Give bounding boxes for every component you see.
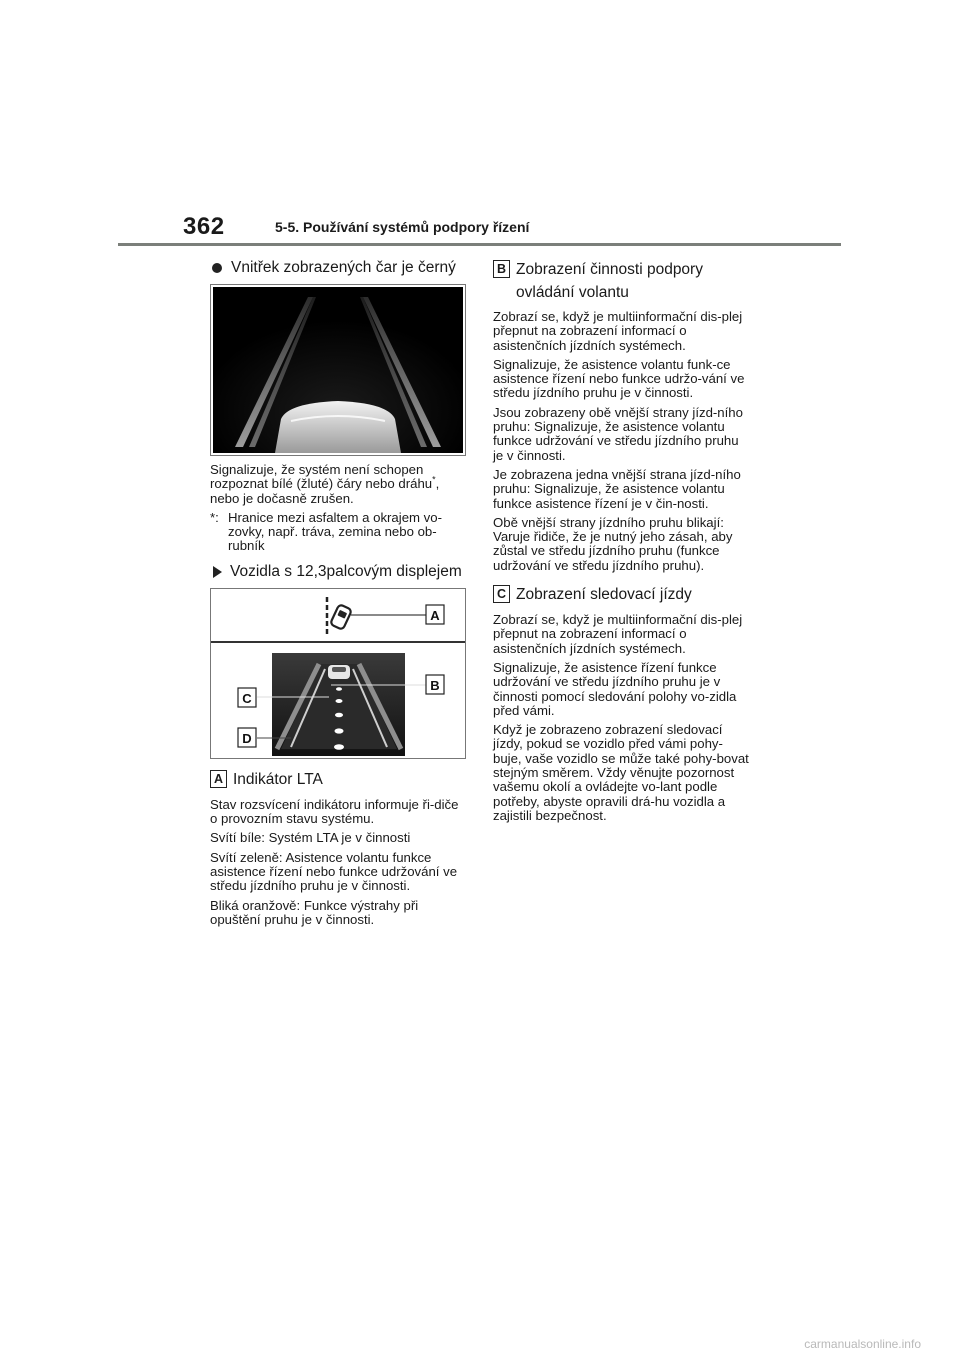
item-a-para: Stav rozsvícení indikátoru informuje ři-diče o provozním stavu systému.: [210, 796, 459, 827]
triangle-bullet-icon: [213, 566, 222, 578]
item-c-para: Signalizuje, že asistence řízení funkce udržování ve středu jízdního pruhu je v činnosti pomocí sledování polohy vo-zidla před vámi.: [493, 659, 737, 718]
footnote: [210, 511, 466, 554]
figure-12-3-display: [210, 588, 466, 759]
item-a-title: Indikátor LTA: [233, 770, 323, 788]
heading-text: Vozidla s 12,3palcovým displejem: [230, 562, 462, 580]
lead-vehicle-icon: [328, 665, 350, 679]
heading-inner-lines-black: [210, 258, 466, 278]
svg-text:B: B: [430, 677, 440, 693]
heading-text: Vnitřek zobrazených čar je černý: [231, 259, 456, 276]
display-illustration: [211, 589, 465, 758]
item-a-para: Svítí bíle: Systém LTA je v činnosti: [210, 830, 411, 846]
footnote-mark: *:: [210, 509, 219, 525]
item-b-para: Obě vnější strany jízdního pruhu blikají: Varuje řidiče, že je nutný jeho zásah, aby zůstal ve středu jízdního pruhu (funkce udržování ve středu jízdního pruhu).: [493, 514, 733, 573]
header-rule: [118, 243, 841, 246]
item-c-para: Když je zobrazeno zobrazení sledovací jízdy, pokud se vozidlo před vámi pohy-buje, vaše vozidlo se může také pohy-bovat stejným směrem. Vždy věnujte pozornost vašemu okolí a ovládejte vo-lant podle potřeby, abyste opravili drá-hu vozidla a zajistili bezpečnost.: [493, 722, 749, 823]
lane-departure-icon: [327, 597, 352, 635]
label-a: A: [210, 770, 227, 788]
callout-b: [426, 675, 444, 694]
item-a-para: Svítí zeleně: Asistence volantu funkce asistence řízení nebo funkce udržování ve středu jízdního pruhu je v činnosti.: [210, 849, 458, 894]
page-number: 362: [183, 213, 225, 240]
item-b-title: Zobrazení činnosti podpory ovládání volantu: [516, 261, 703, 301]
section-title: 5-5. Používání systémů podpory řízení: [275, 219, 530, 235]
car-rear-shape: [275, 401, 401, 453]
footnote-text: Hranice mezi asfaltem a okrajem vo-zovky, např. tráva, zemina nebo ob-rubník: [228, 509, 443, 554]
bullet-dot-icon: [212, 263, 222, 273]
item-b-para: Je zobrazena jedna vnější strana jízd-ního pruhu: Signalizuje, že asistence volantu funkce asistence řízení je v čin-nosti.: [493, 466, 741, 511]
callout-d: [238, 728, 256, 747]
watermark: carmanualsonline.info: [804, 1337, 921, 1351]
item-c-title: Zobrazení sledovací jízdy: [516, 586, 692, 604]
figure-black-lines: [210, 284, 466, 456]
item-b-para: Zobrazí se, když je multiinformační dis-plej přepnut na zobrazení informací o asistenčních jízdních systémech.: [493, 309, 743, 353]
svg-text:C: C: [242, 690, 252, 706]
item-c-heading: [493, 583, 749, 606]
item-b-para: Signalizuje, že asistence volantu funk-ce asistence řízení nebo funkce udržo-vání ve středu jízdního pruhu je v činnosti.: [493, 356, 745, 401]
para-black-lines: Signalizuje, že systém není schopen rozpoznat bílé (žluté) čáry nebo dráhu*, nebo je dočasně zrušen.: [210, 462, 440, 506]
svg-text:D: D: [242, 730, 252, 746]
item-c-para: Zobrazí se, když je multiinformační dis-plej přepnut na zobrazení informací o asistenčních jízdních systémech.: [493, 612, 743, 656]
callout-c: [238, 688, 256, 707]
item-a-heading: [210, 768, 466, 791]
item-b-para: Jsou zobrazeny obě vnější strany jízd-ního pruhu: Signalizuje, že asistence volantu funkce udržování ve středu jízdního pruhu je v činnosti.: [493, 404, 743, 463]
label-c: C: [493, 585, 510, 603]
heading-12-3-display: [210, 562, 466, 582]
label-b: B: [493, 260, 510, 278]
lane-illustration: [213, 287, 463, 453]
svg-text:A: A: [430, 607, 440, 623]
item-b-heading: [493, 258, 749, 304]
left-column: [210, 258, 466, 932]
item-a-para: Bliká oranžově: Funkce výstrahy při opuštění pruhu je v činnosti.: [210, 897, 419, 927]
right-column: [493, 258, 749, 828]
callout-a: [426, 605, 444, 624]
